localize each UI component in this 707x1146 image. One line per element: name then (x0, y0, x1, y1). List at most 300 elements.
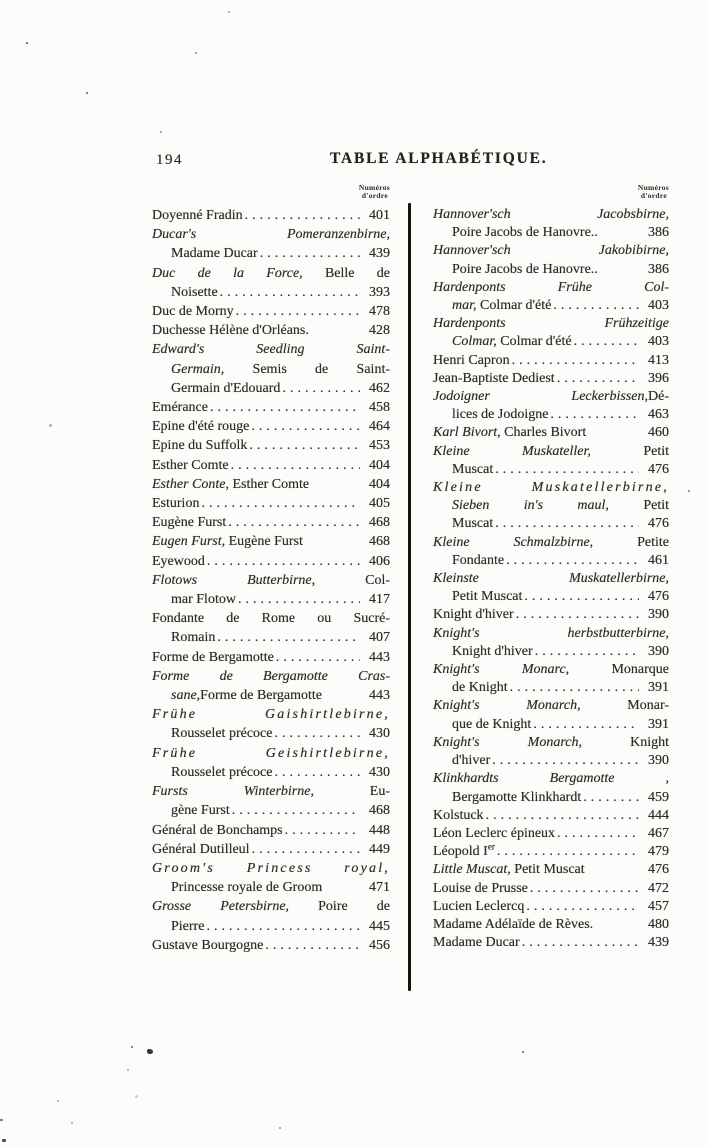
entry-text (433, 424, 586, 442)
entry-line (433, 497, 669, 515)
dot-leader (232, 801, 360, 820)
entry-line (433, 443, 669, 461)
dot-leader (285, 821, 360, 840)
dot-leader (516, 606, 639, 624)
entry-text (433, 242, 669, 260)
text-segment: Epine du Suffolk (152, 438, 248, 454)
entry-text (152, 436, 247, 455)
entry-text (171, 917, 204, 936)
dot-leader (486, 807, 639, 825)
entry-line (433, 479, 669, 497)
dot-leader (492, 752, 639, 770)
scan-speck (86, 92, 88, 94)
text-segment: Muscat (452, 461, 494, 477)
index-entry (433, 734, 669, 770)
index-entry (152, 264, 390, 302)
entry-text (152, 782, 390, 801)
text-segment: Eyewood (152, 553, 205, 569)
dot-leader (206, 917, 360, 936)
entry-text (433, 606, 514, 624)
entry-text (452, 552, 504, 570)
entry-line (152, 840, 390, 859)
index-entry (152, 648, 390, 667)
order-number: 439 (369, 246, 390, 262)
index-entry (433, 534, 669, 570)
entry-text (433, 315, 669, 333)
text-segment: Henri Capron (433, 352, 510, 368)
entry-line (152, 897, 390, 916)
text-segment: Petit (608, 498, 669, 514)
text-segment: Princesse royale de Groom (171, 880, 323, 896)
entry-line (152, 590, 390, 609)
order-number: 428 (369, 323, 390, 339)
index-entry (152, 897, 390, 935)
dot-leader (506, 552, 639, 570)
text-segment: Eugène Furst (152, 515, 227, 531)
dot-leader (245, 206, 360, 225)
entry-text (433, 770, 669, 788)
dot-leader (236, 302, 360, 321)
entry-text (452, 261, 598, 279)
scan-speck (2, 1139, 6, 1142)
entry-text (433, 479, 669, 497)
entry-text (152, 264, 390, 283)
text-segment: Eugène Furst (225, 534, 303, 550)
dot-leader (276, 648, 360, 667)
text-segment: sane, (171, 688, 201, 704)
entry-text (171, 878, 322, 897)
text-segment: Hardenponts Frühe Col- (433, 279, 669, 295)
scan-speck (522, 1051, 524, 1053)
entry-line (433, 807, 669, 825)
entry-line (152, 302, 390, 321)
text-segment: Hardenponts Frühzeitige (433, 316, 669, 332)
dot-leader (574, 333, 639, 351)
entry-line (433, 898, 669, 916)
entry-line (433, 406, 669, 424)
index-column-left (152, 184, 390, 955)
text-segment: Madame Ducar (171, 246, 258, 262)
index-entry (152, 859, 390, 897)
entry-line (152, 648, 390, 667)
entry-line (433, 752, 669, 770)
dot-leader (495, 515, 639, 533)
entry-text (171, 360, 390, 379)
index-entry (433, 880, 669, 898)
entry-text (152, 532, 303, 551)
entry-text (152, 744, 390, 763)
entry-text (152, 417, 249, 436)
index-entry (433, 206, 669, 242)
entry-text (152, 321, 309, 340)
entry-text (171, 590, 236, 609)
index-entry (433, 242, 669, 278)
text-segment: Flotows Butterbirne, (152, 572, 316, 588)
entry-line (152, 859, 390, 878)
text-segment: Hannover'sch Jacobsbirne, (433, 207, 669, 222)
entry-text (152, 897, 390, 916)
text-segment: Little Muscat, (433, 862, 511, 878)
order-number: 472 (648, 880, 669, 896)
entry-line (152, 206, 390, 225)
text-segment: Forme de Bergamotte Cras- (152, 668, 390, 684)
text-segment: Knight's herbstbutterbirne, (433, 625, 669, 641)
order-number: 401 (369, 208, 390, 223)
entry-text (452, 716, 531, 734)
text-segment: Frühe Geishirtlebirne, (152, 745, 390, 761)
entry-line (152, 494, 390, 513)
index-entry (152, 225, 390, 263)
scan-speck (131, 1046, 133, 1048)
text-segment: Madame Adélaïde de Rèves. (433, 916, 594, 932)
text-segment: Esther Comte (229, 476, 310, 492)
entry-line (433, 461, 669, 479)
entry-line (152, 475, 390, 494)
text-segment: Petit Muscat (510, 862, 585, 878)
text-segment: Sieben in's maul, (452, 498, 609, 514)
order-number: 396 (648, 370, 669, 386)
entry-line (433, 534, 669, 552)
index-entry (433, 424, 669, 442)
dot-leader (557, 825, 639, 843)
text-segment: de Knight (452, 680, 508, 696)
text-segment: Germain, (171, 361, 225, 377)
entry-line (433, 206, 669, 224)
text-segment: Romain (171, 630, 216, 646)
text-segment: Général de Bonchamps (152, 822, 283, 838)
scan-speck (279, 1127, 281, 1129)
index-entry (152, 513, 390, 532)
index-entry (433, 279, 669, 315)
order-number: 386 (648, 261, 669, 277)
index-column-right (433, 184, 669, 952)
index-entry (152, 667, 390, 705)
index-entry (433, 606, 669, 624)
entry-line (152, 264, 390, 283)
order-number: 404 (369, 476, 390, 492)
text-segment: Général Dutilleul (152, 841, 250, 857)
index-entry (152, 417, 390, 436)
text-segment: Bergamotte Klinkhardt (452, 789, 582, 805)
scan-speck (49, 424, 52, 427)
entry-line (152, 571, 390, 590)
dot-leader (217, 628, 360, 647)
entry-text (152, 552, 205, 571)
entry-line (152, 782, 390, 801)
entry-text (433, 916, 593, 934)
text-segment: Germain d'Edouard (171, 380, 281, 396)
entry-line (433, 661, 669, 679)
text-segment: mar Flotow (171, 592, 236, 608)
order-number: 449 (369, 841, 390, 857)
scan-speck (195, 52, 197, 54)
order-number: 448 (369, 822, 390, 838)
text-segment: Forme de Bergamotte (200, 688, 322, 704)
dot-leader (553, 297, 639, 315)
text-segment: Esturion (152, 496, 200, 512)
text-segment: Col- (315, 572, 390, 588)
index-entry (433, 807, 669, 825)
entry-line (152, 801, 390, 820)
entry-line (433, 388, 669, 406)
index-entry (152, 340, 390, 398)
entry-text (152, 225, 390, 244)
index-entry (433, 770, 669, 806)
entry-line (433, 789, 669, 807)
order-number: 444 (648, 807, 669, 823)
dot-leader (251, 417, 360, 436)
dot-leader (210, 398, 360, 417)
index-entry (433, 697, 669, 733)
entry-line (152, 628, 390, 647)
entry-text (152, 609, 390, 628)
index-entry (152, 609, 390, 647)
entry-line (433, 825, 669, 843)
order-header-line2: d'ordre (361, 190, 388, 200)
entry-text (452, 333, 572, 351)
entry-text (433, 697, 669, 715)
text-segment: Hannover'sch Jakobibirne, (433, 243, 669, 259)
entry-text (433, 370, 555, 388)
text-segment: Kleine Muskateller, (433, 443, 591, 459)
entry-text (452, 679, 508, 697)
text-segment: Knight d'hiver (452, 643, 533, 659)
entry-line (152, 763, 390, 782)
entry-line (433, 352, 669, 370)
entry-line (152, 360, 390, 379)
text-segment: Esther Conte, (152, 476, 229, 492)
entry-line (433, 679, 669, 697)
entry-text (433, 388, 669, 406)
entry-text (171, 379, 280, 398)
entry-text (433, 443, 669, 461)
index-entry (433, 315, 669, 351)
order-number: 417 (369, 592, 390, 608)
text-segment: er (487, 841, 495, 852)
index-entry (433, 661, 669, 697)
text-segment: Ducar's Pomeranzenbirne, (152, 227, 390, 243)
entry-text (152, 648, 274, 667)
text-segment: Edward's Seedling Saint- (152, 342, 390, 358)
entry-text (433, 843, 495, 861)
entry-text (152, 667, 390, 686)
entry-text (171, 686, 322, 705)
entry-line (152, 917, 390, 936)
dot-leader (231, 456, 360, 475)
scan-speck (26, 42, 28, 44)
text-segment: Louise de Prusse (433, 880, 528, 896)
text-segment: Léon Leclerc épineux (433, 825, 556, 841)
text-segment: Doyenné Fradin (152, 208, 243, 223)
text-segment: Gustave Bourgogne (152, 937, 264, 953)
column-divider-rule (408, 203, 411, 991)
text-segment: Lucien Leclercq (433, 898, 525, 914)
dot-leader (535, 643, 639, 661)
entry-text (152, 475, 309, 494)
entry-text (433, 534, 669, 552)
text-segment: Esther Comte (152, 457, 229, 473)
text-segment: Colmar d'été (496, 334, 572, 350)
scan-speck (57, 1100, 59, 1102)
order-number: 456 (369, 937, 390, 953)
entry-text (433, 625, 669, 643)
order-number: 393 (369, 284, 390, 300)
index-entry (433, 443, 669, 479)
index-entry (433, 898, 669, 916)
text-segment: Pierre (171, 918, 205, 934)
entry-text (152, 398, 208, 417)
index-entry (152, 206, 390, 225)
text-segment: gène Furst (171, 803, 230, 819)
entry-text (152, 840, 250, 859)
text-segment: Eugen Furst, (152, 534, 226, 550)
index-entry (152, 782, 390, 820)
entry-list-left (152, 206, 390, 955)
dot-leader (495, 461, 639, 479)
index-entry (433, 388, 669, 424)
entry-text (452, 752, 490, 770)
entry-text (452, 406, 548, 424)
entry-line (433, 606, 669, 624)
index-entry (433, 825, 669, 843)
entry-line (152, 609, 390, 628)
entry-list-right (433, 206, 669, 952)
index-entry (152, 475, 390, 494)
entry-text (433, 661, 669, 679)
entry-line (433, 716, 669, 734)
text-segment: Petit (590, 443, 669, 459)
entry-line (433, 643, 669, 661)
text-segment: Knight (581, 734, 669, 750)
order-number: 406 (369, 553, 390, 569)
page-number: 194 (156, 152, 183, 168)
dot-leader (522, 934, 639, 952)
order-number: 413 (648, 352, 669, 368)
text-segment: Groom's Princess royal, (152, 860, 390, 876)
dot-leader (207, 552, 360, 571)
index-entry (433, 861, 669, 879)
order-header-line1: Numéros (637, 183, 669, 192)
page-title: TABLE ALPHABÉTIQUE. (330, 150, 548, 167)
order-number-header-left (152, 184, 390, 199)
text-segment: Klinkhardts Bergamotte , (433, 771, 669, 787)
entry-text (171, 283, 218, 302)
order-number: 468 (369, 803, 390, 819)
text-segment: Muscat (452, 516, 494, 532)
dot-leader (220, 283, 360, 302)
dot-leader (512, 352, 639, 370)
text-segment: que de Knight (452, 716, 532, 732)
order-number: 463 (648, 407, 669, 423)
dot-leader (583, 789, 639, 807)
entry-line (433, 242, 669, 260)
dot-leader (550, 406, 639, 424)
index-entry (152, 302, 390, 321)
order-number: 461 (648, 552, 669, 568)
text-segment: Frühe Gaishirtlebirne, (152, 707, 390, 723)
entry-line (433, 734, 669, 752)
text-segment: Kleine Muskatellerbirne, (433, 480, 669, 496)
order-number: 468 (369, 515, 390, 531)
text-segment: Grosse Petersbirne, (152, 899, 290, 915)
order-number: 476 (648, 862, 669, 878)
entry-line (433, 843, 669, 861)
dot-leader (274, 724, 360, 743)
entry-line (433, 279, 669, 297)
entry-line (152, 225, 390, 244)
text-segment: Dé- (648, 389, 669, 405)
text-segment: Knight d'hiver (433, 607, 514, 623)
index-entry (152, 821, 390, 840)
text-segment: Poire de (289, 899, 391, 915)
order-number: 453 (369, 438, 390, 454)
order-number: 403 (648, 298, 669, 314)
index-entry (152, 552, 390, 571)
order-number: 476 (648, 589, 669, 605)
dot-leader (265, 936, 360, 955)
index-entry (433, 479, 669, 534)
entry-text (171, 244, 258, 263)
index-entry (152, 744, 390, 782)
dot-leader (274, 763, 360, 782)
text-segment: lices de Jodoigne (452, 407, 549, 423)
index-entry (152, 494, 390, 513)
text-segment: Belle de (302, 265, 390, 281)
text-segment: Duchesse Hélène d'Orléans. (152, 323, 309, 339)
text-segment: Semis de Saint- (224, 361, 390, 377)
order-number: 443 (369, 688, 390, 704)
order-number: 430 (369, 726, 390, 742)
entry-line (433, 297, 669, 315)
text-segment: Noisette (171, 284, 218, 300)
text-segment: Poire Jacobs de Hanovre.. (452, 225, 598, 241)
dot-leader (510, 679, 639, 697)
entry-text (452, 497, 669, 515)
entry-text (152, 340, 390, 359)
dot-leader (201, 494, 360, 513)
text-segment: Monar- (580, 698, 669, 714)
order-number: 459 (648, 789, 669, 805)
entry-text (152, 705, 390, 724)
entry-text (171, 801, 230, 820)
index-entry (433, 370, 669, 388)
text-segment: Petite (593, 534, 669, 550)
index-entry (433, 934, 669, 952)
index-entry (433, 352, 669, 370)
entry-text (152, 936, 263, 955)
entry-text (452, 643, 533, 661)
entry-line (152, 724, 390, 743)
entry-line (433, 370, 669, 388)
index-entry (152, 398, 390, 417)
entry-line (433, 934, 669, 952)
text-segment: Eu- (313, 784, 391, 800)
entry-line (433, 333, 669, 351)
entry-text (452, 297, 551, 315)
text-segment: d'hiver (452, 753, 491, 769)
text-segment: Kolstuck (433, 807, 484, 823)
dot-leader (260, 244, 360, 263)
order-number: 403 (648, 334, 669, 350)
scan-speck (0, 1119, 3, 1121)
order-number: 462 (369, 380, 390, 396)
entry-text (152, 456, 229, 475)
index-entry (152, 705, 390, 743)
text-segment: Rousselet précoce (171, 726, 273, 742)
index-entry (152, 936, 390, 955)
entry-line (152, 552, 390, 571)
text-segment: Colmar, (452, 334, 497, 350)
